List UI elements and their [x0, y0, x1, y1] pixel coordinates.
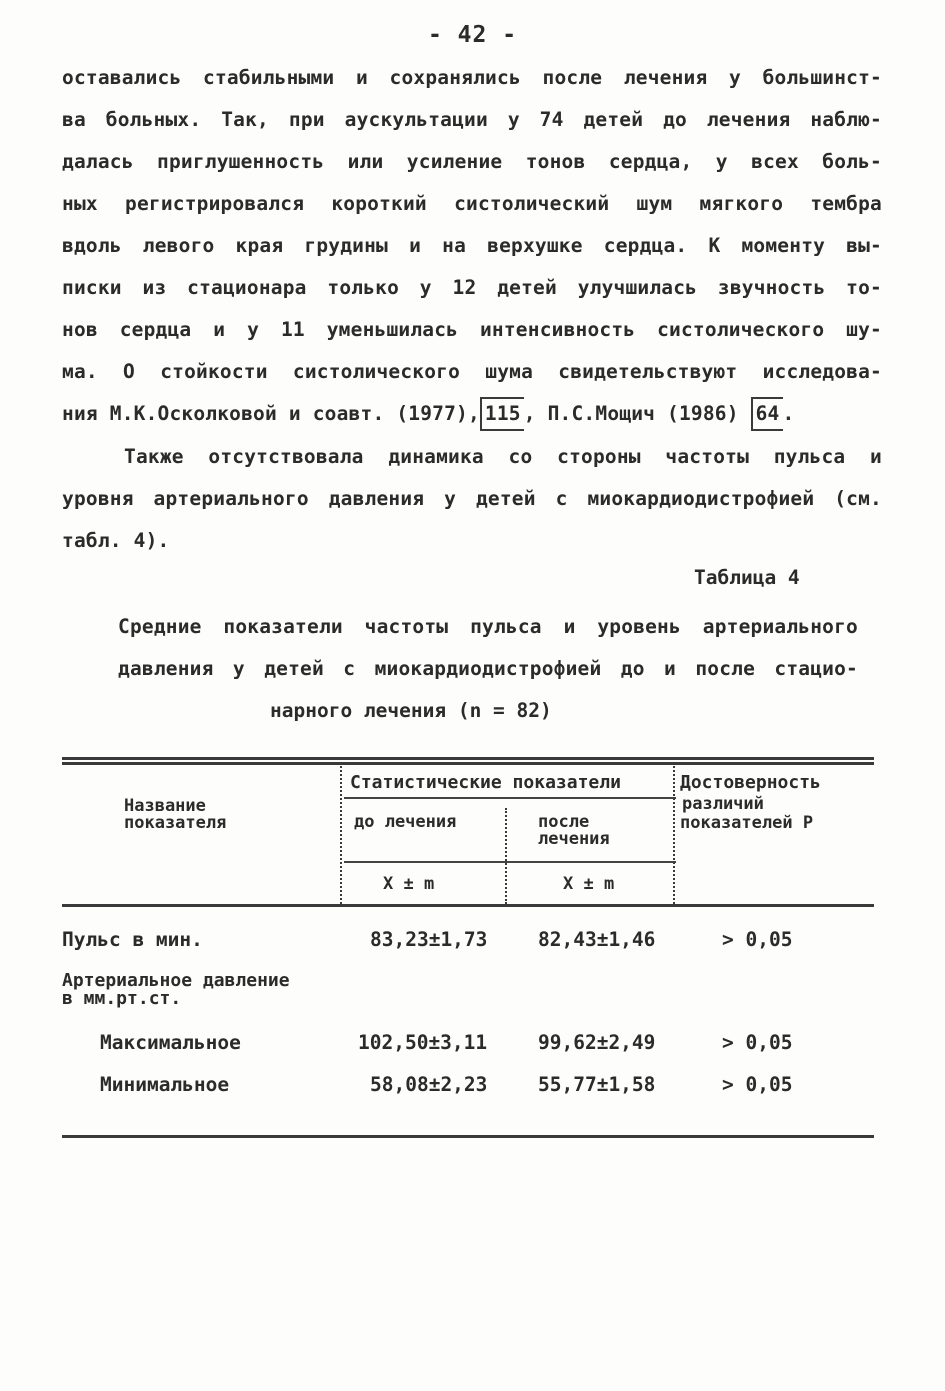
text-line: оставались стабильными и сохранялись после лечения у большинст- — [62, 66, 882, 89]
row-min-name: Минимальное — [100, 1073, 230, 1096]
text-fragment: ния М.К.Осколковой и соавт. (1977), — [62, 402, 480, 425]
header-sig-line1: Достоверность — [680, 772, 821, 793]
header-mean-after: X ± m — [563, 874, 615, 894]
text-line: ва больных. Так, при аускультации у 74 детей до лечения наблю- — [62, 108, 882, 131]
text-fragment: , П.С.Мощич (1986) — [523, 402, 751, 425]
table-bottom-rule — [62, 1135, 874, 1138]
text-line: ма. О стойкости систолического шума свидетельствуют исследова- — [62, 360, 882, 383]
text-line: нов сердца и у 11 уменьшилась интенсивность систолического шу- — [62, 318, 882, 341]
citation-ref: 64 — [751, 397, 783, 431]
row-max-name: Максимальное — [100, 1031, 241, 1054]
header-before: до лечения — [354, 812, 457, 832]
table-caption — [118, 606, 858, 722]
row-pulse-name: Пульс в мин. — [62, 928, 203, 951]
header-sig-line3: показателей Р — [680, 813, 814, 833]
row-min-p: > 0,05 — [722, 1073, 793, 1096]
text-fragment: . — [782, 402, 795, 425]
column-divider — [340, 766, 342, 904]
header-mean-before: X ± m — [383, 874, 435, 894]
table-top-rule-double — [62, 762, 874, 765]
column-divider — [673, 766, 675, 904]
paragraph-2 — [62, 436, 882, 562]
text-line-with-refs — [62, 393, 882, 435]
header-subrule — [344, 861, 676, 863]
header-stats-group: Статистические показатели — [350, 772, 621, 793]
text-line: табл. 4). — [62, 529, 170, 552]
text-line: писки из стационара только у 12 детей улучшилась звучность то- — [62, 276, 882, 299]
row-max-after: 99,62±2,49 — [538, 1031, 656, 1054]
text-line: далась приглушенность или усиление тонов сердца, у всех боль- — [62, 150, 882, 173]
row-bp-group-line2: в мм.рт.ст. — [62, 988, 182, 1009]
header-name-line1: Название — [124, 796, 206, 816]
text-line: Также отсутствовала динамика со стороны частоты пульса и — [124, 445, 882, 468]
text-line: ных регистрировался короткий систолический шум мягкого тембра — [62, 192, 882, 215]
table-top-rule — [62, 757, 874, 760]
paragraph-1 — [62, 57, 882, 435]
row-max-p: > 0,05 — [722, 1031, 793, 1054]
text-line: уровня артериального давления у детей с миокардиодистрофией (см. — [62, 487, 882, 510]
page-number: - 42 - — [427, 22, 518, 48]
header-name-line2: показателя — [124, 813, 227, 833]
row-min-after: 55,77±1,58 — [538, 1073, 656, 1096]
column-divider — [505, 808, 507, 904]
text-line: вдоль левого края грудины и на верхушке сердца. К моменту вы- — [62, 234, 882, 257]
row-bp-group-line1: Артериальное давление — [62, 970, 290, 991]
table-label: Таблица 4 — [694, 566, 800, 589]
row-pulse-after: 82,43±1,46 — [538, 928, 656, 951]
row-max-before: 102,50±3,11 — [358, 1031, 488, 1054]
caption-line: Средние показатели частоты пульса и уровень артериального — [118, 615, 858, 638]
header-after-line1: после — [538, 812, 590, 832]
header-after-line2: лечения — [538, 829, 610, 849]
row-pulse-before: 83,23±1,73 — [370, 928, 488, 951]
row-pulse-p: > 0,05 — [722, 928, 793, 951]
row-min-before: 58,08±2,23 — [370, 1073, 488, 1096]
header-group-rule — [344, 797, 676, 799]
caption-line: нарного лечения (n = 82) — [270, 699, 552, 722]
header-bottom-rule — [62, 904, 874, 907]
caption-line: давления у детей с миокардиодистрофией до и после стацио- — [118, 657, 858, 680]
citation-ref: 115 — [480, 397, 524, 431]
header-sig-line2: различий — [682, 794, 764, 814]
